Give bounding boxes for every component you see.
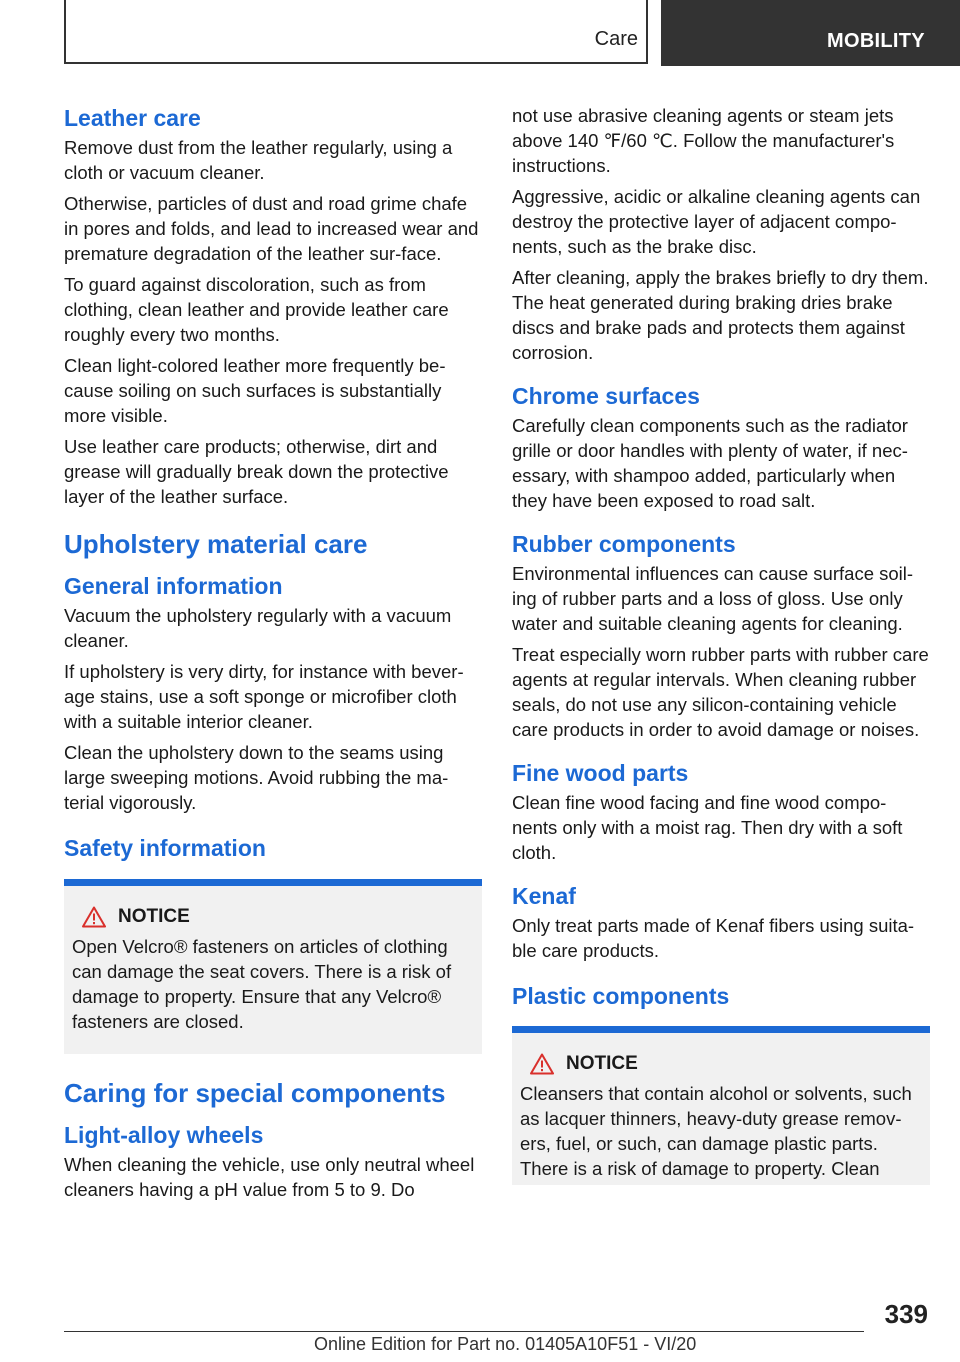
paragraph: Clean light-colored leather more frequently be‐cause soiling on such surfaces is substantially more visible. <box>64 355 446 426</box>
heading-special-components: Caring for special components <box>64 1078 446 1108</box>
paragraph: Treat especially worn rubber parts with rubber care agents at regular intervals. When cleaning rubber seals, do not use any silicon-containing vehicle care products in order to avoid damage or noises. <box>512 644 929 740</box>
left-column <box>64 100 482 1208</box>
right-column <box>512 103 930 1195</box>
header-section-title: Care <box>594 28 638 50</box>
heading-safety-information: Safety information <box>64 835 266 861</box>
footer-divider <box>64 1331 864 1332</box>
paragraph: Remove dust from the leather regularly, using a cloth or vacuum cleaner. <box>64 137 453 183</box>
notice-header <box>72 906 474 928</box>
paragraph: not use abrasive cleaning agents or steam jets above 140 ℉/60 ℃. Follow the manufacturer's instructions. <box>512 105 895 176</box>
heading-light-alloy-wheels: Light-alloy wheels <box>64 1122 264 1148</box>
paragraph: Use leather care products; otherwise, dirt and grease will gradually break down the protective layer of the leather surface. <box>64 436 449 507</box>
header-chapter-label: MOBILITY <box>827 30 925 52</box>
notice-label: NOTICE <box>118 906 190 927</box>
notice-label: NOTICE <box>566 1053 638 1074</box>
paragraph: Aggressive, acidic or alkaline cleaning agents can destroy the protective layer of adjacent compo‐nents, such as the brake disc. <box>512 186 921 257</box>
header-chapter-tab <box>661 0 960 66</box>
notice-header <box>520 1053 922 1075</box>
header-frame <box>64 0 648 64</box>
paragraph: To guard against discoloration, such as from clothing, clean leather and provide leather care roughly every two months. <box>64 274 449 345</box>
heading-leather-care: Leather care <box>64 105 201 131</box>
heading-general-information: General information <box>64 573 283 599</box>
notice-text: Open Velcro® fasteners on articles of clothing can damage the seat covers. There is a risk of damage to property. Ensure that any Velcro® fasteners are closed. <box>72 936 452 1032</box>
heading-rubber-components: Rubber components <box>512 531 736 557</box>
heading-upholstery-care: Upholstery material care <box>64 529 368 559</box>
paragraph: Environmental influences can cause surface soil‐ing of rubber parts and a loss of gloss. Use only water and suitable cleaning agents for cleaning. <box>512 563 914 634</box>
paragraph: Vacuum the upholstery regularly with a vacuum cleaner. <box>64 605 452 651</box>
notice-box-plastic <box>512 1026 930 1185</box>
paragraph: Clean the upholstery down to the seams using large sweeping motions. Avoid rubbing the ma‐terial vigorously. <box>64 742 449 813</box>
paragraph: Otherwise, particles of dust and road grime chafe in pores and folds, and lead to increased wear and premature degradation of the leather sur‐face. <box>64 193 479 264</box>
notice-text: Cleansers that contain alcohol or solvents, such as lacquer thinners, heavy-duty grease remov‐ers, fuel, or such, can damage plastic parts. There is a risk of damage to property. Clean <box>520 1083 912 1179</box>
warning-triangle-icon <box>530 1053 554 1075</box>
heading-fine-wood-parts: Fine wood parts <box>512 760 689 786</box>
paragraph: When cleaning the vehicle, use only neutral wheel cleaners having a pH value from 5 to 9. Do <box>64 1154 475 1200</box>
footer-edition-text: Online Edition for Part no. 01405A10F51 - VI/20 <box>314 1334 697 1354</box>
paragraph: After cleaning, apply the brakes briefly to dry them. The heat generated during braking dries brake discs and brake pads and protects them against corrosion. <box>512 267 929 363</box>
paragraph: Carefully clean components such as the radiator grille or door handles with plenty of water, if nec‐essary, with shampoo added, particularly when they have been exposed to road salt. <box>512 415 908 511</box>
page-number: 339 <box>884 1299 928 1329</box>
paragraph: Clean fine wood facing and fine wood compo‐nents only with a moist rag. Then dry with a soft cloth. <box>512 792 903 863</box>
heading-chrome-surfaces: Chrome surfaces <box>512 383 700 409</box>
paragraph: Only treat parts made of Kenaf fibers using suita‐ble care products. <box>512 915 915 961</box>
paragraph: If upholstery is very dirty, for instance with bever‐age stains, use a soft sponge or microfiber cloth with a suitable interior cleaner. <box>64 661 464 732</box>
heading-kenaf: Kenaf <box>512 883 576 909</box>
notice-box-velcro <box>64 879 482 1054</box>
heading-plastic-components: Plastic components <box>512 983 730 1009</box>
warning-triangle-icon <box>82 906 106 928</box>
